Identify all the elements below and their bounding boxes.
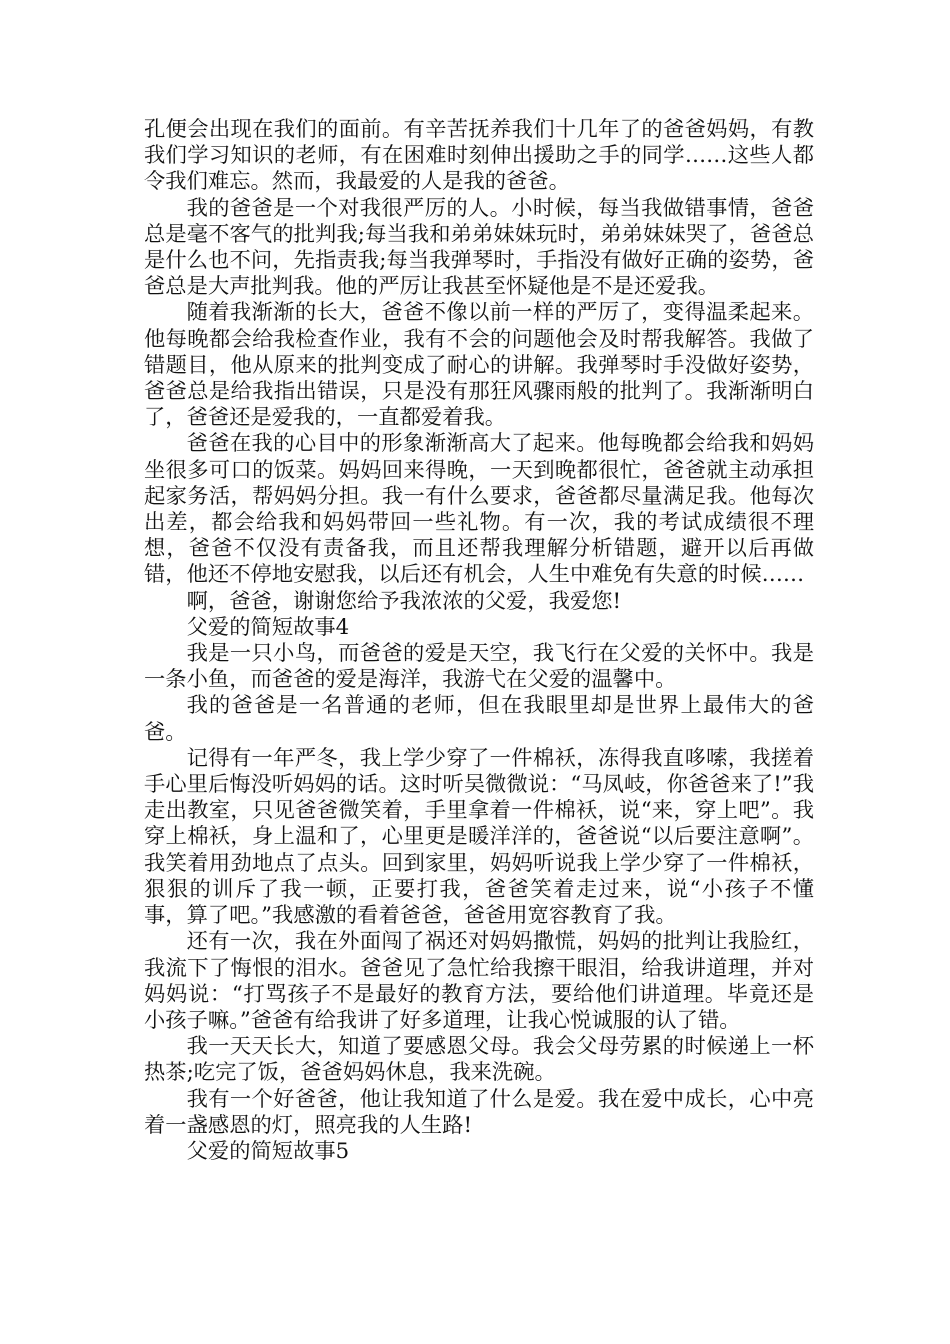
section-heading: 父爱的简短故事4	[186, 614, 350, 640]
paragraph: 记得有一年严冬，我上学少穿了一件棉袄，冻得我直哆嗦，我搓着手心里后悔没听妈妈的话。这时听吴微微说：“马凤岐，你爸爸来了!”我走出教室，只见爸爸微笑着，手里拿着一件棉袄，说“来，穿上吧”。我穿上棉袄，身上温和了，心里更是暖洋洋的，爸爸说“以后要注意啊”。我笑着用劲地点了点头。回到家里，妈妈听说我上学少穿了一件棉袄，狠狠的训斥了我一顿，正要打我，爸爸笑着走过来，说“小孩子不懂事，算了吧。”我感激的看着爸爸，爸爸用宽容教育了我。	[144, 745, 814, 929]
paragraph: 我有一个好爸爸，他让我知道了什么是爱。我在爱中成长，心中亮着一盏感恩的灯，照亮我的人生路!	[144, 1086, 814, 1138]
paragraph: 随着我渐渐的长大，爸爸不像以前一样的严厉了，变得温柔起来。他每晚都会给我检查作业，我有不会的问题他会及时帮我解答。我做了错题目，他从原来的批判变成了耐心的讲解。我弹琴时手没做好姿势，爸爸总是给我指出错误，只是没有那狂风骤雨般的批判了。我渐渐明白了，爸爸还是爱我的，一直都爱着我。	[144, 300, 814, 431]
paragraph: 我的爸爸是一个对我很严厉的人。小时候，每当我做错事情，爸爸总是毫不客气的批判我;每当我和弟弟妹妹玩时，弟弟妹妹哭了，爸爸总是什么也不问，先指责我;每当我弹琴时，手指没有做好正确的姿势，爸爸总是大声批判我。他的严厉让我甚至怀疑他是不是还爱我。	[144, 195, 814, 300]
paragraph: 孔便会出现在我们的面前。有辛苦抚养我们十几年了的爸爸妈妈，有教我们学习知识的老师，有在困难时刻伸出援助之手的同学……这些人都令我们难忘。然而，我最爱的人是我的爸爸。	[144, 117, 814, 195]
paragraph: 我的爸爸是一名普通的老师，但在我眼里却是世界上最伟大的爸爸。	[144, 693, 814, 745]
paragraph: 我是一只小鸟，而爸爸的爱是天空，我飞行在父爱的关怀中。我是一条小鱼，而爸爸的爱是海洋，我游弋在父爱的温馨中。	[144, 641, 814, 693]
paragraph: 还有一次，我在外面闯了祸还对妈妈撒慌，妈妈的批判让我脸红，我流下了悔恨的泪水。爸爸见了急忙给我擦干眼泪，给我讲道理，并对妈妈说：“打骂孩子不是最好的教育方法，要给他们讲道理。毕竟还是小孩子嘛。”爸爸有给我讲了好多道理，让我心悦诚服的认了错。	[144, 929, 814, 1033]
paragraph: 我一天天长大，知道了要感恩父母。我会父母劳累的时候递上一杯热茶;吃完了饭，爸爸妈妈休息，我来洗碗。	[144, 1034, 814, 1086]
paragraph: 爸爸在我的心目中的形象渐渐高大了起来。他每晚都会给我和妈妈坐很多可口的饭菜。妈妈回来得晚，一天到晚都很忙，爸爸就主动承担起家务活，帮妈妈分担。我一有什么要求，爸爸都尽量满足我。他每次出差，都会给我和妈妈带回一些礼物。有一次，我的考试成绩很不理想，爸爸不仅没有责备我，而且还帮我理解分析错题，避开以后再做错，他还不停地安慰我，以后还有机会，人生中难免有失意的时候……	[144, 431, 814, 588]
paragraph: 啊，爸爸，谢谢您给予我浓浓的父爱，我爱您!	[186, 588, 622, 614]
document-body	[144, 117, 814, 1165]
section-heading: 父爱的简短故事5	[186, 1138, 350, 1164]
